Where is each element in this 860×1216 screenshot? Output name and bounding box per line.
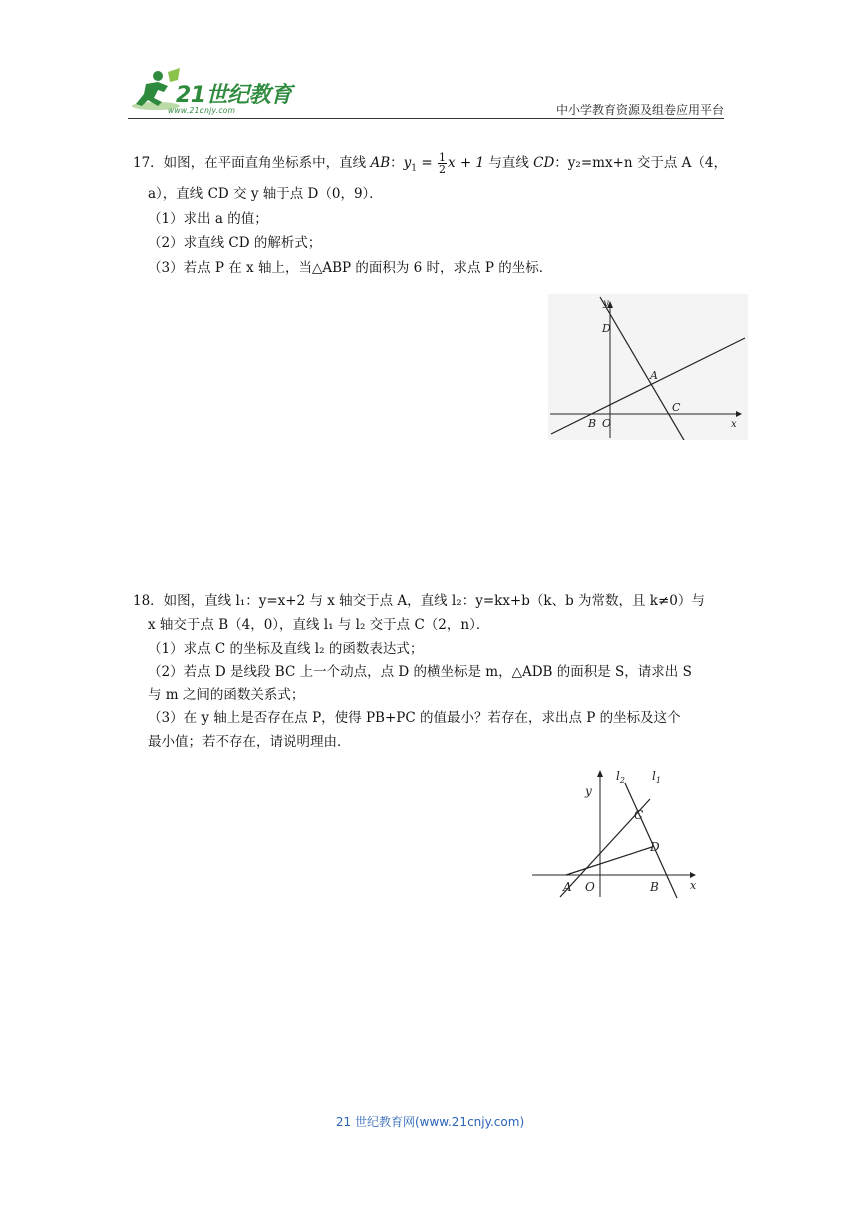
q18-line2: x 轴交于点 B（4，0），直线 l₁ 与 l₂ 交于点 C（2，n）． [148, 617, 490, 633]
label-B: B [650, 880, 659, 894]
page-header [128, 66, 724, 120]
header-divider [128, 118, 724, 119]
figure-17 [548, 294, 748, 440]
q17-line1: 17．如图，在平面直角坐标系中，直线 AB：$y_1$ = $\frac{1}{2}$ x + 1 与直线 CD：y₂=mx+n 交于点 A（4， [133, 151, 727, 176]
logo-url: www.21cnjy.com [168, 106, 236, 115]
fraction-one-half: $\frac{1}{2}$ [438, 151, 446, 176]
logo-text: 21世纪教育 [176, 83, 292, 108]
q18-part1: （1）求点 C 的坐标及直线 l₂ 的函数表达式； [148, 641, 424, 657]
q17-line2: a），直线 CD 交 y 轴于点 D（0，9）． [148, 186, 383, 202]
q18-line1: 18．如图，直线 l₁：y=x+2 与 x 轴交于点 A，直线 l₂：y=kx+b（k、b 为常数，且 k≠0）与 [133, 593, 705, 609]
platform-title: 中小学教育资源及组卷应用平台 [555, 103, 724, 117]
q17-part3: （3）若点 P 在 x 轴上，当△ABP 的面积为 6 时，求点 P 的坐标． [148, 260, 553, 276]
label-D: D [650, 840, 660, 854]
label-A: A [563, 880, 572, 894]
q17-part2: （2）求直线 CD 的解析式； [148, 235, 322, 251]
page-footer: 21 世纪教育网(www.21cnjy.com) [335, 1115, 525, 1129]
q18-part2-line1: （2）若点 D 是线段 BC 上一个动点，点 D 的横坐标是 m，△ADB 的面积是 S，请求出 S [148, 664, 692, 680]
label-l2: $l_2$ [616, 769, 625, 785]
label-A: A [650, 369, 658, 382]
label-D: D [602, 322, 611, 335]
q18-part2-line2: 与 m 之间的函数关系式； [148, 687, 305, 703]
q18-part3-line2: 最小值；若不存在，请说明理由． [148, 734, 351, 750]
label-y: y [585, 784, 592, 798]
figure-18-background [530, 765, 705, 900]
label-O: O [602, 417, 612, 430]
figure-17-background [548, 294, 748, 440]
label-C: C [634, 808, 644, 822]
q18-part3-line1: （3）在 y 轴上是否存在点 P，使得 PB+PC 的值最小？若存在，求出点 P 的坐标及这个 [148, 710, 681, 726]
label-l1: $l_1$ [652, 769, 661, 785]
figure-18 [530, 765, 705, 900]
q17-part1: （1）求出 a 的值； [148, 211, 268, 227]
label-x: x [731, 419, 737, 430]
site-logo [128, 66, 298, 116]
label-O: O [585, 880, 595, 894]
label-B: B [588, 417, 597, 430]
label-C: C [672, 401, 681, 414]
label-x: x [690, 879, 697, 892]
label-y: y [603, 298, 609, 309]
